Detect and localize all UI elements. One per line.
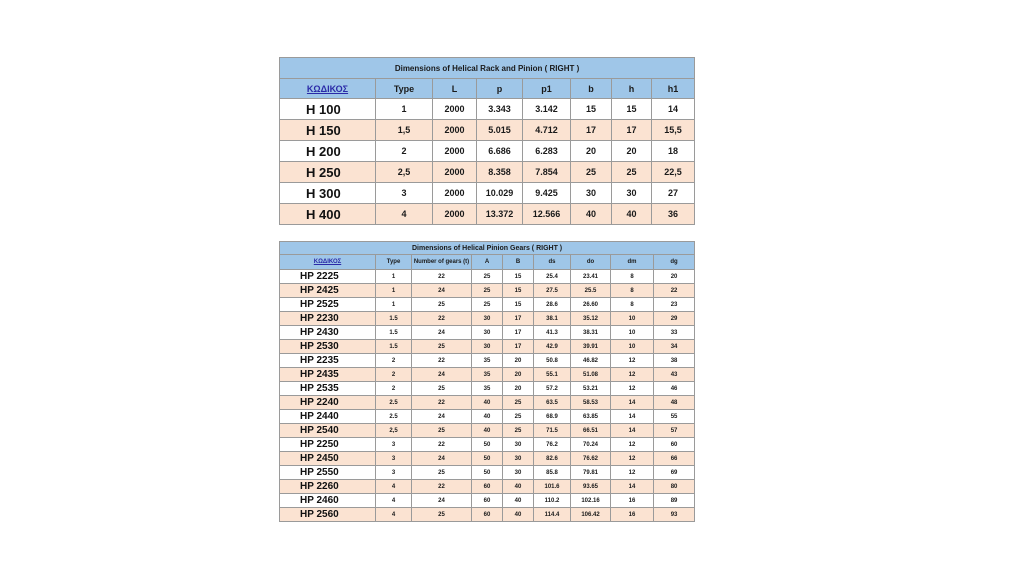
rack-cell: 30 (571, 183, 612, 204)
pinion-cell: 51.08 (571, 368, 611, 382)
rack-code-cell: H 200 (280, 141, 376, 162)
rack-cell: 13.372 (477, 204, 523, 225)
pinion-cell: 2,5 (376, 424, 412, 438)
pinion-cell: 3 (376, 452, 412, 466)
pinion-cell: 24 (412, 284, 472, 298)
pinion-cell: 60 (472, 494, 503, 508)
pinion-cell: 24 (412, 452, 472, 466)
pinion-cell: 30 (472, 340, 503, 354)
pinion-cell: 25 (472, 270, 503, 284)
pinion-row (280, 368, 695, 382)
pinion-cell: 50 (472, 438, 503, 452)
pinion-cell: 1 (376, 270, 412, 284)
pinion-cell: 1 (376, 284, 412, 298)
pinion-cell: 93.65 (571, 480, 611, 494)
pinion-header-type: Type (376, 255, 412, 270)
rack-table-body (280, 99, 695, 225)
pinion-cell: 20 (503, 368, 534, 382)
rack-code-cell: H 150 (280, 120, 376, 141)
pinion-code-cell: HP 2425 (280, 284, 376, 298)
pinion-cell: 66 (654, 452, 695, 466)
pinion-code-cell: HP 2450 (280, 452, 376, 466)
rack-cell: 6.686 (477, 141, 523, 162)
pinion-cell: 30 (503, 438, 534, 452)
pinion-cell: 1.5 (376, 312, 412, 326)
rack-row (280, 162, 695, 183)
pinion-header-do: do (571, 255, 611, 270)
pinion-cell: 2.5 (376, 396, 412, 410)
pinion-code-cell: HP 2530 (280, 340, 376, 354)
pinion-code-cell: HP 2525 (280, 298, 376, 312)
rack-cell: 2000 (433, 162, 477, 183)
pinion-cell: 46 (654, 382, 695, 396)
pinion-cell: 24 (412, 410, 472, 424)
pinion-code-cell: HP 2250 (280, 438, 376, 452)
pinion-cell: 82.6 (534, 452, 571, 466)
pinion-cell: 15 (503, 270, 534, 284)
pinion-cell: 63.85 (571, 410, 611, 424)
rack-header-l: L (433, 79, 477, 99)
pinion-code-cell: HP 2440 (280, 410, 376, 424)
pinion-cell: 28.6 (534, 298, 571, 312)
pinion-cell: 22 (412, 312, 472, 326)
pinion-cell: 50 (472, 452, 503, 466)
pinion-code-cell: HP 2550 (280, 466, 376, 480)
pinion-cell: 17 (503, 340, 534, 354)
pinion-row (280, 410, 695, 424)
rack-cell: 2000 (433, 183, 477, 204)
rack-cell: 40 (571, 204, 612, 225)
pinion-header-a: A (472, 255, 503, 270)
pinion-cell: 1.5 (376, 326, 412, 340)
rack-row (280, 141, 695, 162)
pinion-cell: 35.12 (571, 312, 611, 326)
helical-rack-table (279, 57, 695, 225)
pinion-cell: 8 (611, 284, 654, 298)
pinion-header-gears: Number of gears (t) (412, 255, 472, 270)
pinion-row (280, 284, 695, 298)
rack-code-cell: H 250 (280, 162, 376, 183)
pinion-code-cell: HP 2560 (280, 508, 376, 522)
pinion-cell: 12 (611, 382, 654, 396)
rack-code-cell: H 100 (280, 99, 376, 120)
rack-cell: 2000 (433, 99, 477, 120)
pinion-cell: 2 (376, 354, 412, 368)
pinion-cell: 20 (503, 354, 534, 368)
pinion-cell: 20 (654, 270, 695, 284)
pinion-code-cell: HP 2235 (280, 354, 376, 368)
pinion-code-cell: HP 2430 (280, 326, 376, 340)
pinion-cell: 26.60 (571, 298, 611, 312)
pinion-cell: 24 (412, 368, 472, 382)
pinion-cell: 42.9 (534, 340, 571, 354)
pinion-cell: 22 (654, 284, 695, 298)
rack-row (280, 99, 695, 120)
pinion-cell: 22 (412, 270, 472, 284)
pinion-cell: 110.2 (534, 494, 571, 508)
pinion-cell: 39.91 (571, 340, 611, 354)
pinion-cell: 8 (611, 298, 654, 312)
pinion-cell: 30 (503, 466, 534, 480)
pinion-cell: 25 (472, 284, 503, 298)
pinion-cell: 40 (472, 396, 503, 410)
rack-cell: 9.425 (523, 183, 571, 204)
rack-cell: 4.712 (523, 120, 571, 141)
rack-cell: 1 (376, 99, 433, 120)
pinion-code-cell: HP 2230 (280, 312, 376, 326)
pinion-cell: 25.4 (534, 270, 571, 284)
pinion-cell: 14 (611, 396, 654, 410)
pinion-cell: 22 (412, 480, 472, 494)
pinion-cell: 17 (503, 326, 534, 340)
pinion-cell: 40 (472, 410, 503, 424)
pinion-cell: 34 (654, 340, 695, 354)
pinion-cell: 89 (654, 494, 695, 508)
rack-cell: 12.566 (523, 204, 571, 225)
pinion-cell: 25.5 (571, 284, 611, 298)
pinion-cell: 35 (472, 382, 503, 396)
pinion-cell: 12 (611, 452, 654, 466)
rack-cell: 4 (376, 204, 433, 225)
pinion-cell: 1 (376, 298, 412, 312)
pinion-cell: 2.5 (376, 410, 412, 424)
pinion-cell: 58.53 (571, 396, 611, 410)
rack-row (280, 204, 695, 225)
rack-cell: 20 (612, 141, 652, 162)
pinion-cell: 93 (654, 508, 695, 522)
pinion-cell: 48 (654, 396, 695, 410)
rack-cell: 15 (571, 99, 612, 120)
pinion-cell: 71.5 (534, 424, 571, 438)
rack-cell: 2 (376, 141, 433, 162)
pinion-cell: 27.5 (534, 284, 571, 298)
pinion-code-cell: HP 2225 (280, 270, 376, 284)
pinion-header-b: B (503, 255, 534, 270)
pinion-cell: 76.62 (571, 452, 611, 466)
pinion-cell: 25 (503, 410, 534, 424)
pinion-cell: 25 (412, 340, 472, 354)
pinion-header-code: ΚΩΔΙΚΟΣ (280, 255, 376, 270)
pinion-cell: 1.5 (376, 340, 412, 354)
pinion-cell: 43 (654, 368, 695, 382)
pinion-cell: 30 (472, 312, 503, 326)
pinion-cell: 85.8 (534, 466, 571, 480)
pinion-cell: 76.2 (534, 438, 571, 452)
pinion-row (280, 466, 695, 480)
pinion-cell: 102.16 (571, 494, 611, 508)
pinion-cell: 40 (503, 508, 534, 522)
pinion-code-cell: HP 2460 (280, 494, 376, 508)
pinion-cell: 70.24 (571, 438, 611, 452)
pinion-cell: 35 (472, 354, 503, 368)
rack-cell: 3.343 (477, 99, 523, 120)
rack-cell: 6.283 (523, 141, 571, 162)
rack-cell: 15,5 (652, 120, 695, 141)
pinion-row (280, 354, 695, 368)
pinion-cell: 22 (412, 354, 472, 368)
pinion-code-cell: HP 2260 (280, 480, 376, 494)
rack-cell: 15 (612, 99, 652, 120)
pinion-header-dm: dm (611, 255, 654, 270)
rack-cell: 17 (612, 120, 652, 141)
pinion-row (280, 438, 695, 452)
rack-cell: 2000 (433, 204, 477, 225)
rack-cell: 25 (571, 162, 612, 183)
pinion-cell: 16 (611, 494, 654, 508)
rack-header-h: h (612, 79, 652, 99)
pinion-cell: 41.3 (534, 326, 571, 340)
rack-cell: 2,5 (376, 162, 433, 183)
pinion-cell: 38.1 (534, 312, 571, 326)
pinion-cell: 16 (611, 508, 654, 522)
rack-cell: 7.854 (523, 162, 571, 183)
rack-table-title: Dimensions of Helical Rack and Pinion ( RIGHT ) (280, 58, 695, 79)
pinion-cell: 10 (611, 326, 654, 340)
rack-cell: 20 (571, 141, 612, 162)
rack-cell: 30 (612, 183, 652, 204)
pinion-cell: 30 (472, 326, 503, 340)
pinion-cell: 2 (376, 382, 412, 396)
rack-cell: 14 (652, 99, 695, 120)
pinion-cell: 57.2 (534, 382, 571, 396)
rack-cell: 2000 (433, 141, 477, 162)
pinion-row (280, 270, 695, 284)
rack-cell: 18 (652, 141, 695, 162)
rack-cell: 27 (652, 183, 695, 204)
pinion-cell: 69 (654, 466, 695, 480)
rack-cell: 36 (652, 204, 695, 225)
pinion-cell: 25 (412, 466, 472, 480)
pinion-cell: 57 (654, 424, 695, 438)
rack-row (280, 120, 695, 141)
pinion-cell: 8 (611, 270, 654, 284)
pinion-cell: 10 (611, 312, 654, 326)
pinion-cell: 53.21 (571, 382, 611, 396)
pinion-cell: 25 (412, 424, 472, 438)
pinion-cell: 4 (376, 508, 412, 522)
pinion-cell: 38.31 (571, 326, 611, 340)
pinion-cell: 114.4 (534, 508, 571, 522)
pinion-table-title: Dimensions of Helical Pinion Gears ( RIGHT ) (280, 242, 695, 255)
pinion-cell: 40 (503, 494, 534, 508)
pinion-row (280, 382, 695, 396)
pinion-cell: 24 (412, 494, 472, 508)
rack-cell: 22,5 (652, 162, 695, 183)
rack-header-row (280, 79, 695, 99)
rack-cell: 2000 (433, 120, 477, 141)
pinion-row (280, 424, 695, 438)
rack-cell: 8.358 (477, 162, 523, 183)
pinion-cell: 22 (412, 396, 472, 410)
pinion-row (280, 480, 695, 494)
pinion-cell: 3 (376, 438, 412, 452)
rack-cell: 1,5 (376, 120, 433, 141)
pinion-cell: 12 (611, 466, 654, 480)
rack-code-cell: H 300 (280, 183, 376, 204)
pinion-row (280, 340, 695, 354)
pinion-cell: 14 (611, 424, 654, 438)
pinion-cell: 12 (611, 438, 654, 452)
pinion-cell: 12 (611, 354, 654, 368)
pinion-cell: 63.5 (534, 396, 571, 410)
pinion-cell: 60 (472, 480, 503, 494)
pinion-table-body (280, 270, 695, 522)
pinion-cell: 55 (654, 410, 695, 424)
pinion-cell: 101.6 (534, 480, 571, 494)
rack-code-cell: H 400 (280, 204, 376, 225)
pinion-cell: 25 (412, 298, 472, 312)
pinion-row (280, 396, 695, 410)
pinion-cell: 50 (472, 466, 503, 480)
pinion-code-cell: HP 2435 (280, 368, 376, 382)
pinion-cell: 3 (376, 466, 412, 480)
pinion-row (280, 326, 695, 340)
pinion-cell: 25 (412, 508, 472, 522)
pinion-cell: 12 (611, 368, 654, 382)
rack-row (280, 183, 695, 204)
pinion-cell: 33 (654, 326, 695, 340)
pinion-cell: 25 (472, 298, 503, 312)
pinion-cell: 40 (503, 480, 534, 494)
pinion-cell: 17 (503, 312, 534, 326)
pinion-cell: 22 (412, 438, 472, 452)
pinion-cell: 23 (654, 298, 695, 312)
pinion-cell: 50.8 (534, 354, 571, 368)
rack-cell: 3.142 (523, 99, 571, 120)
rack-cell: 25 (612, 162, 652, 183)
pinion-cell: 20 (503, 382, 534, 396)
pinion-cell: 4 (376, 480, 412, 494)
rack-cell: 40 (612, 204, 652, 225)
pinion-cell: 14 (611, 410, 654, 424)
pinion-cell: 14 (611, 480, 654, 494)
rack-cell: 5.015 (477, 120, 523, 141)
rack-header-p: p (477, 79, 523, 99)
pinion-cell: 40 (472, 424, 503, 438)
pinion-cell: 25 (503, 424, 534, 438)
pinion-row (280, 494, 695, 508)
pinion-cell: 38 (654, 354, 695, 368)
pinion-row (280, 452, 695, 466)
pinion-cell: 2 (376, 368, 412, 382)
pinion-cell: 15 (503, 298, 534, 312)
pinion-cell: 10 (611, 340, 654, 354)
pinion-row (280, 298, 695, 312)
pinion-cell: 68.9 (534, 410, 571, 424)
pinion-header-row (280, 255, 695, 270)
pinion-cell: 25 (503, 396, 534, 410)
pinion-code-cell: HP 2540 (280, 424, 376, 438)
pinion-header-dg: dg (654, 255, 695, 270)
rack-cell: 10.029 (477, 183, 523, 204)
pinion-code-cell: HP 2240 (280, 396, 376, 410)
pinion-cell: 55.1 (534, 368, 571, 382)
pinion-header-ds: ds (534, 255, 571, 270)
pinion-row (280, 508, 695, 522)
pinion-cell: 80 (654, 480, 695, 494)
rack-header-b: b (571, 79, 612, 99)
pinion-cell: 30 (503, 452, 534, 466)
pinion-cell: 79.81 (571, 466, 611, 480)
pinion-cell: 29 (654, 312, 695, 326)
pinion-cell: 4 (376, 494, 412, 508)
rack-header-h1: h1 (652, 79, 695, 99)
pinion-cell: 25 (412, 382, 472, 396)
rack-cell: 17 (571, 120, 612, 141)
rack-cell: 3 (376, 183, 433, 204)
rack-header-code: ΚΩΔΙΚΟΣ (280, 79, 376, 99)
rack-header-p1: p1 (523, 79, 571, 99)
pinion-row (280, 312, 695, 326)
pinion-cell: 60 (472, 508, 503, 522)
helical-pinion-table (279, 241, 695, 522)
pinion-cell: 106.42 (571, 508, 611, 522)
pinion-cell: 35 (472, 368, 503, 382)
rack-header-type: Type (376, 79, 433, 99)
pinion-cell: 23.41 (571, 270, 611, 284)
pinion-cell: 46.82 (571, 354, 611, 368)
pinion-cell: 66.51 (571, 424, 611, 438)
pinion-cell: 60 (654, 438, 695, 452)
pinion-code-cell: HP 2535 (280, 382, 376, 396)
pinion-cell: 15 (503, 284, 534, 298)
pinion-cell: 24 (412, 326, 472, 340)
